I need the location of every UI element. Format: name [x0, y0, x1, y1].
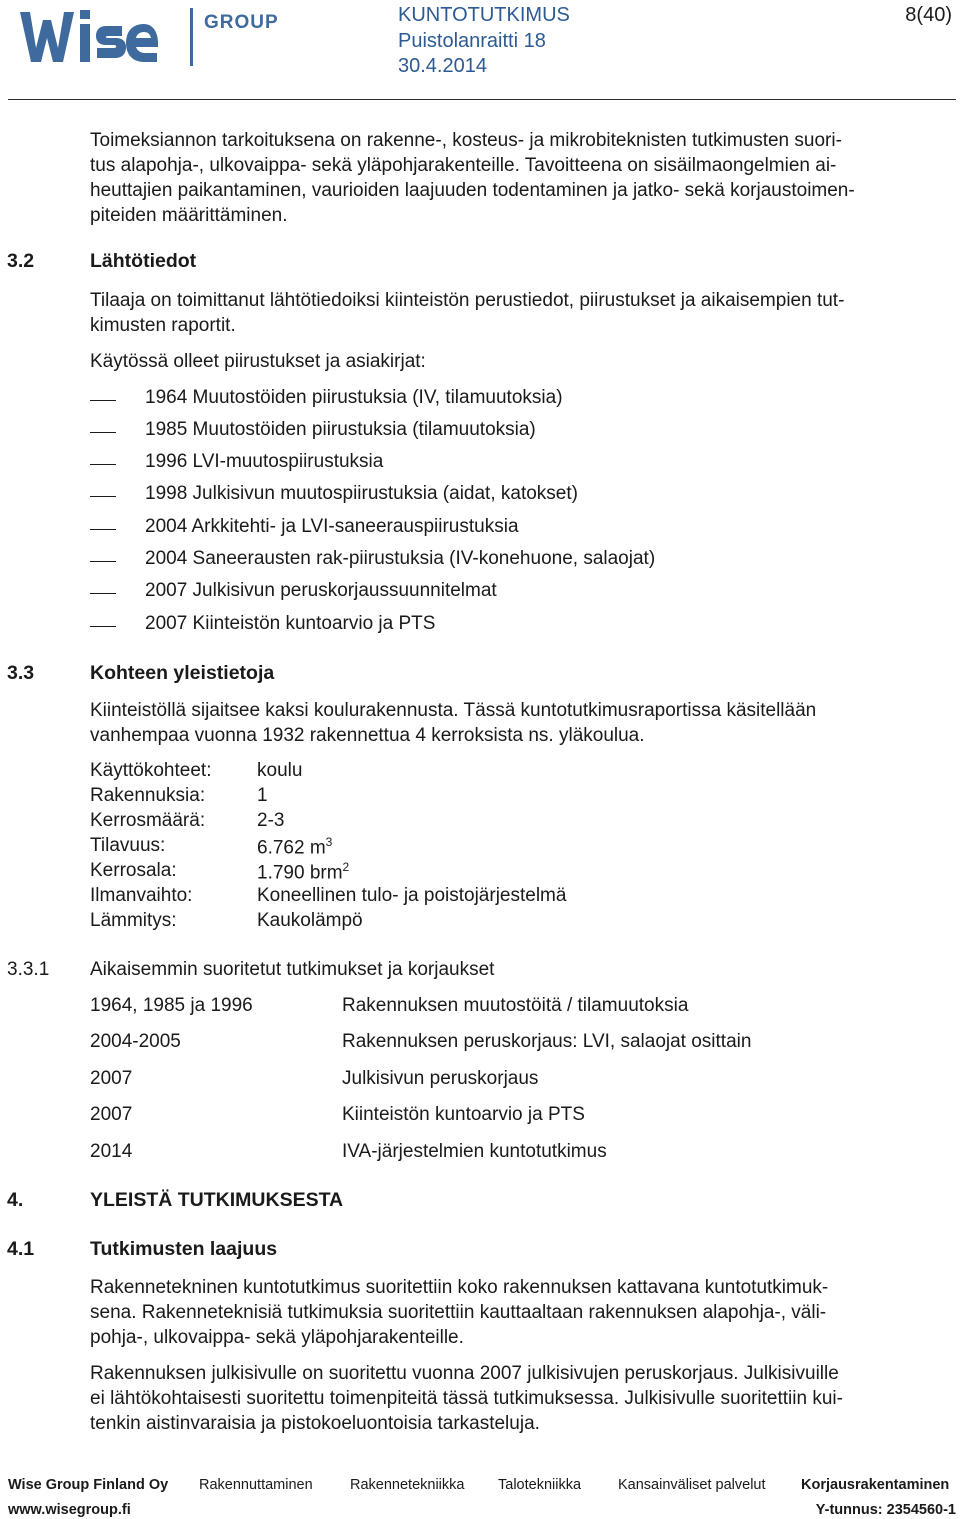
history-year: 1964, 1985 ja 1996 — [90, 995, 253, 1016]
footer-website[interactable]: www.wisegroup.fi — [8, 1502, 131, 1518]
intro-line: tus alapohja-, ulkovaippa- sekä yläpohjarakenteille. Tavoitteena on sisäilmaongelmien ai- — [90, 155, 837, 176]
footer-business-id: Y-tunnus: 2354560-1 — [815, 1502, 956, 1518]
section-heading: Aikaisemmin suoritetut tutkimukset ja korjaukset — [90, 959, 495, 980]
fact-key: Tilavuus: — [90, 835, 166, 856]
history-year: 2007 — [90, 1104, 133, 1125]
list-dash — [90, 529, 116, 530]
list-dash — [90, 432, 116, 433]
page-number: 8(40) — [905, 4, 952, 26]
fact-value: 2-3 — [257, 810, 285, 831]
fact-value: koulu — [257, 760, 303, 781]
section-heading: YLEISTÄ TUTKIMUKSESTA — [90, 1189, 344, 1211]
paragraph-line: kimusten raportit. — [90, 315, 236, 336]
history-desc: IVA-järjestelmien kuntotutkimus — [342, 1141, 607, 1162]
section-number: 3.2 — [7, 250, 35, 272]
fact-value — [257, 860, 349, 884]
footer-service: Rakennuttaminen — [199, 1477, 313, 1493]
history-desc: Kiinteistön kuntoarvio ja PTS — [342, 1104, 585, 1125]
footer-service: Korjausrakentaminen — [801, 1477, 950, 1493]
list-item: 1985 Muutostöiden piirustuksia (tilamuutoksia) — [145, 419, 536, 440]
list-item: 2004 Arkkitehti- ja LVI-saneerauspiirustuksia — [145, 516, 519, 537]
paragraph-line: sena. Rakenneteknisiä tutkimuksia suoritettiin kauttaaltaan rakennuksen alapohja-, väli- — [90, 1302, 827, 1323]
list-item: 1996 LVI-muutospiirustuksia — [145, 451, 384, 472]
report-date: 30.4.2014 — [398, 55, 487, 77]
list-item: 2004 Saneerausten rak-piirustuksia (IV-konehuone, salaojat) — [145, 548, 656, 569]
fact-value: 1 — [257, 785, 268, 806]
report-title: KUNTOTUTKIMUS — [398, 4, 570, 26]
section-number: 3.3 — [7, 662, 35, 684]
logo-group-text: GROUP — [204, 12, 279, 33]
section-number: 4. — [7, 1189, 24, 1211]
list-dash — [90, 561, 116, 562]
list-dash — [90, 626, 116, 627]
paragraph-line: ei lähtökohtaisesti suoritettu toimenpiteitä tässä tutkimuksessa. Julkisivulle suoritettiin kui- — [90, 1388, 843, 1409]
footer-service: Kansainväliset palvelut — [618, 1477, 766, 1493]
history-year: 2014 — [90, 1141, 133, 1162]
list-dash — [90, 496, 116, 497]
paragraph-line: Tilaaja on toimittanut lähtötiedoiksi kiinteistön perustiedot, piirustukset ja aikaisempien tut- — [90, 290, 845, 311]
unit-superscript: 3 — [325, 835, 333, 849]
intro-line: heuttajien paikantaminen, vaurioiden laajuuden todentaminen ja jatko- sekä korjaustoimen- — [90, 180, 855, 201]
section-number: 4.1 — [7, 1238, 35, 1260]
fact-key: Ilmanvaihto: — [90, 885, 193, 906]
section-heading: Lähtötiedot — [90, 250, 197, 272]
footer-service: Talotekniikka — [498, 1477, 582, 1493]
fact-key: Kerrosala: — [90, 860, 177, 881]
fact-key: Käyttökohteet: — [90, 760, 212, 781]
list-item: 2007 Kiinteistön kuntoarvio ja PTS — [145, 613, 436, 634]
fact-value: Koneellinen tulo- ja poistojärjestelmä — [257, 885, 567, 906]
fact-value: Kaukolämpö — [257, 910, 363, 931]
history-year: 2007 — [90, 1068, 133, 1089]
history-desc: Rakennuksen muutostöitä / tilamuutoksia — [342, 995, 689, 1016]
paragraph-line: Rakennetekninen kuntotutkimus suoritettiin koko rakennuksen kattavana kuntotutkimuk- — [90, 1277, 829, 1298]
paragraph-line: Kiinteistöllä sijaitsee kaksi koulurakennusta. Tässä kuntotutkimusraportissa käsitellään — [90, 700, 817, 721]
list-dash — [90, 593, 116, 594]
section-number: 3.3.1 — [7, 959, 50, 980]
unit-superscript: 2 — [342, 860, 350, 874]
fact-value-text: 6.762 m — [257, 837, 326, 859]
fact-value — [257, 835, 332, 859]
section-heading: Kohteen yleistietoja — [90, 662, 275, 684]
fact-key: Kerrosmäärä: — [90, 810, 206, 831]
fact-value-text: 1.790 brm — [257, 862, 343, 884]
logo-divider — [190, 8, 193, 66]
list-dash — [90, 400, 116, 401]
header-rule — [8, 99, 956, 100]
footer-service: Rakennetekniikka — [350, 1477, 465, 1493]
section-heading: Tutkimusten laajuus — [90, 1238, 278, 1260]
footer-company: Wise Group Finland Oy — [8, 1477, 169, 1493]
paragraph-line: vanhempaa vuonna 1932 rakennettua 4 kerroksista ns. yläkoulua. — [90, 725, 645, 746]
list-intro: Käytössä olleet piirustukset ja asiakirjat: — [90, 351, 426, 372]
report-address: Puistolanraitti 18 — [398, 30, 546, 52]
list-item: 1998 Julkisivun muutospiirustuksia (aidat, katokset) — [145, 483, 578, 504]
fact-key: Rakennuksia: — [90, 785, 206, 806]
intro-line: Toimeksiannon tarkoituksena on rakenne-, kosteus- ja mikrobiteknisten tutkimusten suori- — [90, 130, 842, 151]
intro-line: piteiden määrittäminen. — [90, 205, 288, 226]
list-item: 1964 Muutostöiden piirustuksia (IV, tilamuutoksia) — [145, 387, 563, 408]
paragraph-line: Rakennuksen julkisivulle on suoritettu vuonna 2007 julkisivujen peruskorjaus. Julkisivuille — [90, 1363, 839, 1384]
history-year: 2004-2005 — [90, 1031, 181, 1052]
paragraph-line: pohja-, ulkovaippa- sekä yläpohjarakenteille. — [90, 1327, 464, 1348]
list-dash — [90, 464, 116, 465]
paragraph-line: tenkin aistinvaraisia ja pistokoeluontoisia tarkasteluja. — [90, 1413, 540, 1434]
wise-logo — [18, 4, 178, 68]
list-item: 2007 Julkisivun peruskorjaussuunnitelmat — [145, 580, 497, 601]
history-desc: Julkisivun peruskorjaus — [342, 1068, 539, 1089]
history-desc: Rakennuksen peruskorjaus: LVI, salaojat osittain — [342, 1031, 752, 1052]
fact-key: Lämmitys: — [90, 910, 177, 931]
